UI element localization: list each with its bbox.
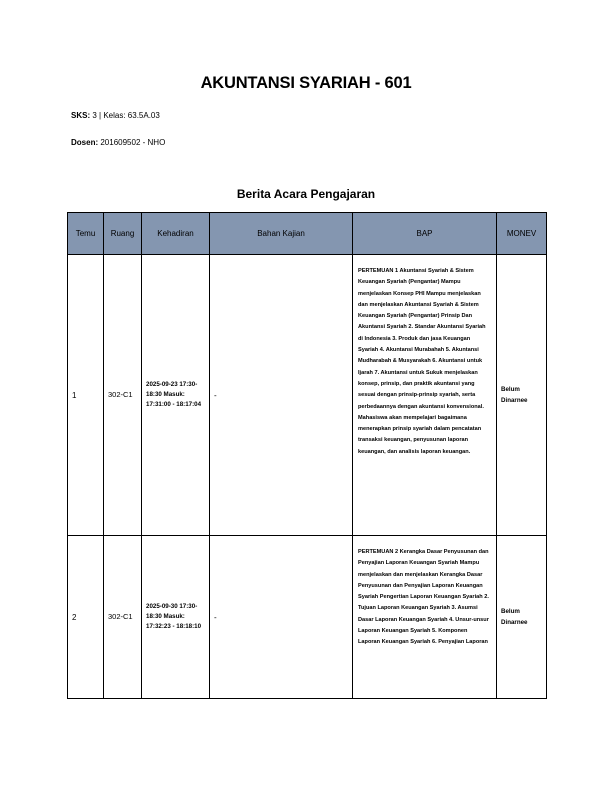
cell-bahan-kajian: - bbox=[210, 536, 353, 699]
cell-bap bbox=[353, 536, 497, 699]
cell-ruang: 302-C1 bbox=[104, 536, 142, 699]
table-row bbox=[68, 255, 547, 536]
cell-temu: 2 bbox=[68, 536, 104, 699]
course-title: AKUNTANSI SYARIAH - 601 bbox=[200, 74, 412, 92]
bap-text: PERTEMUAN 2 Kerangka Dasar Penyusunan dan Penyajian Laporan Keuangan Syariah Mampu menjelaskan dan menjelaskan Kerangka Dasar Penyusunan dan Penyajian Laporan Keuangan Syariah Pengertian Laporan Keuangan Syariah 2. Tujuan Laporan Keuangan Syariah 3. Asumsi Dasar Laporan Keuangan Syariah 4. Unsur-unsur Laporan Keuangan Syariah 5. Komponen Laporan Keuangan Syariah 6. Penyajian Laporan bbox=[358, 549, 489, 646]
header-bap: BAP bbox=[353, 213, 497, 255]
sks-info bbox=[71, 111, 160, 120]
dosen-label: Dosen: bbox=[71, 138, 99, 147]
bap-table bbox=[67, 212, 547, 699]
sks-label: SKS: bbox=[71, 111, 91, 120]
cell-bahan-kajian: - bbox=[210, 255, 353, 536]
cell-kehadiran: 2025-09-23 17:30-18:30 Masuk: 17:31:00 - 18:17:04 bbox=[142, 255, 210, 536]
dosen-value: 201609502 - NHO bbox=[100, 138, 166, 147]
cell-temu: 1 bbox=[68, 255, 104, 536]
dosen-info bbox=[71, 138, 165, 147]
cell-monev: Belum Dinarnee bbox=[497, 536, 547, 699]
table-header-row bbox=[68, 213, 547, 255]
header-kehadiran: Kehadiran bbox=[142, 213, 210, 255]
section-title: Berita Acara Pengajaran bbox=[236, 187, 376, 201]
cell-kehadiran: 2025-09-30 17:30-18:30 Masuk: 17:32:23 - 18:18:10 bbox=[142, 536, 210, 699]
header-temu: Temu bbox=[68, 213, 104, 255]
cell-bap: PERTEMUAN 1 Akuntansi Syariah & Sistem Keuangan Syariah (Pengantar) Mampu menjelaskan Konsep PHI Mampu menjelaskan dan menjelaskan Akuntansi Syariah & Sistem Keuangan Syariah (Pengantar) Prinsip Dan Akuntansi Syariah 2. Standar Akuntansi Syariah di Indonesia 3. Produk dan jasa Keuangan Syariah 4. Akuntansi Murabahah 5. Akuntansi Mudharabah & Musyarakah 6. Akuntansi untuk Ijarah 7. Akuntansi untuk Sukuk menjelaskan konsep, prinsip, dan praktik akuntansi yang sesuai dengan prinsip-prinsip syariah, serta perbedaannya dengan akuntansi konvensional. Mahasiswa akan mempelajari bagaimana menerapkan prinsip syariah dalam pencatatan transaksi keuangan, penyusunan laporan keuangan, dan analisis laporan keuangan. bbox=[353, 255, 497, 536]
table-row bbox=[68, 536, 547, 699]
header-bahan-kajian: Bahan Kajian bbox=[210, 213, 353, 255]
cell-monev: Belum Dinarnee bbox=[497, 255, 547, 536]
cell-ruang: 302-C1 bbox=[104, 255, 142, 536]
sks-value: 3 | Kelas: 63.5A.03 bbox=[92, 111, 160, 120]
header-ruang: Ruang bbox=[104, 213, 142, 255]
header-monev: MONEV bbox=[497, 213, 547, 255]
